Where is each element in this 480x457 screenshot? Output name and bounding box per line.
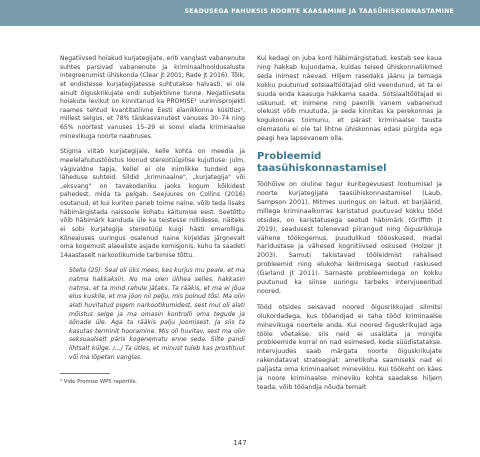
paragraph: Tööhõive on oluline tegur kuritegevusest loobumisel ja noorte kurjategijate taasühiskonnastamisel (Laub, Sampson 2001). Mitmes uuringus on leitud, et barjäärid, millega kriminaalkorras karistatud puutuvad kokku tööd otsides, on karistatusega seotud häbimärk (Griffith jt 2019), seadusest tulenevad piirangud ning õigusrikkuja vähene töökogemus, puudulikud tööoskused, madal haridustase ja vähesed kognitiivsed oskused (Holzer jt 2003). Samuti takistavad tööleidmist rahalised probleemid ning elukoha leidmisega seotud raskused (Garland jt 2011). Sarnaste probleemidega on kokku puutunud ka siinse uuringu tarbeks intervjueeritud noored.: [257, 181, 442, 295]
left-column: [60, 55, 245, 362]
interview-quote: Stella (25): Seal oli üks mees, kes kurjus mu peale, et ma natma hakkaksin. No ma olen üliheа selles, hakkasin natma, et ta mind rahule jätaks. Ta rääkis, et ma ei jõua elus kuskile, et ma jöon nii pelju, mis polnud tõsi. Ma olin alati huvitatud pigem narkootikumidest, sest mul oli alati mõistus selge ja ma omasin kontrolli oma tegude ja sõnade üle. Aga ta rääkis palju joomisest. Ja siis ta kasutas terminit hooramine. Mis oli huvitav, sest ma olin seksuaalselt päris kogenematu enne seda. Silte pandi lihtsalt külge. /.../ Ta ütles, et minust tuleb kas prostituut või ma lõpetan vanglas.: [69, 267, 245, 361]
paragraph: Stigma viitab kurjategijale, kelle kohta on meedia ja meelelahutustööstus loonud stereotüüpilise kujutluse: julm, vägivaldne tapja, kellel ei ole inimlikke tundeid ega läheduse suhteid. Sildid „kriminaalne", „kurjategija" või „eksvang" on tavakodaniku jaoks kogum kõikidest pahedest, mida ta pelgab. Seejuures on Collins (2016) osutanud, et kui kuriteo paneb toime naine, võib teda lisaks häbimärgistada naissoole kohatu käitumise eest. Seetõttu võib häbimärk kanduda üle ka teistesse rollidesse, näiteks ei sobi kurjategija stereotüüp kuigi hästi emarolliga. Kõneaiuses uuringus osalenud naine kirjeldas järgnevalt oma kogemust alaealiste asjade komisjonis, kuhu ta saadeti 14aastaselt narkootikumide tarbimise tõttu.: [60, 148, 245, 259]
right-column: [257, 55, 442, 400]
footnote: ¹ Vide Promise WP5 raportile.: [60, 379, 138, 385]
section-heading: Probleemid taasühiskonnastamisel: [257, 151, 387, 175]
paragraph: Tööd otsides seisavad noored õigusrikkujad silmitsi olukordadega, kus tööandjad ei taha tööd kriminaalse minevikuga noortele anda. Kui noored õiguskrikujad aga tööle võetakse, siis neid ei usaldata ja mingite probleemide korral on nad esimesed, keda süüdistatakse. Intervjuudes saab märgata noorte õiguskrikujate rakendatavat strateegiat: ametikoha saamiseks nad ei paljasta oma kriminaalset minevikku. Kui töökoht on käes ja noore kriminaalse mineviku kohta saadakse hiljem teada, võib tööandja nõuda temalt: [257, 303, 442, 391]
header-bar: [0, 0, 480, 26]
page-number: 147: [233, 439, 247, 447]
paragraph: Kui kedagi on juba kord häbimärgistatud, kestab see kaua ning hakkab kujundama, kuidas teised ühiskonnaliikmed seda inimest näevad. Hiljem rasedaks jäänu ja temaga kokku puutunud sotsiaaltöötajad olid veendunud, et ta ei suuda enda kaasuga hakkama saada. Sotsiaaltöötajad ei uskunud, et inimene ning paenlik vanem vabanenud olekust võib muutuda, ja seda kinnitas ka perekonnas ja kogukonnas toimunu, et pärast kriminaalse tausta olemasolu ei ole tal lihtne ühiskonnas edasi pürgida ega peagi hea lapsevanem olla.: [257, 55, 442, 143]
paragraph: Negatiivsed hoiakud kurjategijate, eriti vanglast vabanenute suhtes parsivad vabanenute ja kriminaalhooldusaluste integreerumist ühiskonda (Clear jt 2001; Rade jt 2016). Tõik, et endistesse kurjategijatesse suhtutakse halvasti, ei ole ainult õiguskrikujate endi subjektiivne tunne. Negatiivsete hoiakute levikut on kinnitanud ka PROMISE¹ uurimisprojekti raames tehtud kvantitatiivne Eesti elanikkonna küsitlus¹, millest selgus, et 78% täiskasvanutest vanuses 30–74 ning 65% noortest vanuses 15–29 ei soovi elada kriminaalse minevikuga noorte naabruses.: [60, 55, 245, 140]
footnote-divider: [60, 373, 110, 374]
running-title: SEADUSEGA PAHUKSIS NOORTE KAASAMINE JA TAASÜHISKONNASTAMINE: [184, 8, 454, 15]
